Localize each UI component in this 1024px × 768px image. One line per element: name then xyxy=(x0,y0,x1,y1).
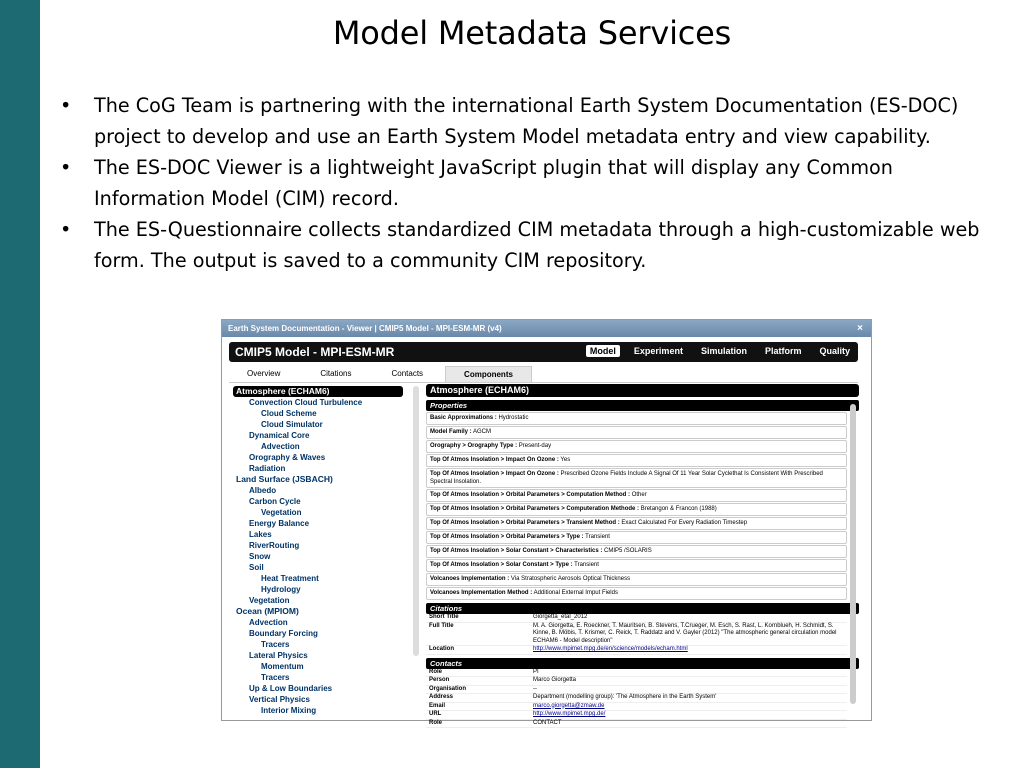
kv-key: Role xyxy=(429,668,443,675)
kv-link[interactable]: http://www.mpimet.mpg.de/en/science/models/echam.html xyxy=(533,646,688,652)
kv-key: Organisation xyxy=(429,685,467,692)
kv-row xyxy=(426,703,847,712)
section-header-citations: Citations xyxy=(426,603,859,614)
tree-item[interactable]: Cloud Simulator xyxy=(261,420,323,429)
model-header-bar xyxy=(229,342,858,362)
property-value: Transient xyxy=(574,562,599,568)
tree-item[interactable]: Hydrology xyxy=(261,585,301,594)
property-key: Top Of Atmos Insolation > Solar Constant > Characteristics : xyxy=(430,548,603,554)
property-value: Via Stratospheric Aerosols Optical Thickness xyxy=(510,576,631,582)
kv-key: Person xyxy=(429,677,450,683)
property-row xyxy=(426,503,847,516)
kv-link[interactable]: http://www.mpimet.mpg.de/ xyxy=(533,711,606,717)
property-row xyxy=(426,440,847,453)
kv-row xyxy=(426,720,847,729)
tree-item[interactable]: Orography & Waves xyxy=(249,453,326,462)
property-value: CMIP5 /SOLARIS xyxy=(604,548,652,554)
property-row xyxy=(426,412,847,425)
tree-item[interactable]: Vertical Physics xyxy=(249,695,310,704)
property-key: Top Of Atmos Insolation > Orbital Parameters > Transient Method : xyxy=(430,520,620,526)
property-value: Additional External Imput Fields xyxy=(533,590,618,596)
kv-value: M. A. Giorgetta, E. Roeckner, T. Mauritsen, B. Stevens, T.Crueger, M. Esch, S. Rast, L. Kornblueh, H. Schmidt, S. Kinne, B. Möbis, T. Krismer, C. Reick, T. Raddatz and V. Gayler (2012) "The atmospheric general circulation model ECHAM6 - Model description" xyxy=(533,622,837,644)
property-key: Volcanoes Implementation : xyxy=(430,576,510,582)
tree-item[interactable]: Boundary Forcing xyxy=(249,629,318,638)
kv-key: Location xyxy=(429,646,454,652)
tree-item[interactable]: Advection xyxy=(249,618,288,627)
property-key: Top Of Atmos Insolation > Impact On Ozone : xyxy=(430,457,559,463)
kv-row xyxy=(426,677,847,686)
model-name: CMIP5 Model - MPI-ESM-MR xyxy=(235,345,395,359)
section-header-properties: Properties xyxy=(426,400,859,411)
tree-item[interactable]: Radiation xyxy=(249,464,286,473)
bullet-list xyxy=(60,90,1010,276)
tree-item[interactable]: Tracers xyxy=(261,673,290,682)
kv-link[interactable]: marco.giorgetta@zmaw.de xyxy=(533,702,605,709)
property-row xyxy=(426,468,847,488)
property-key: Basic Approximations : xyxy=(430,415,497,421)
tree-item[interactable]: Ocean (MPIOM) xyxy=(236,606,299,616)
property-row xyxy=(426,573,847,586)
tree-item[interactable]: Heat Treatment xyxy=(261,574,319,583)
kv-key: Full Title xyxy=(429,622,454,629)
property-key: Top Of Atmos Insolation > Orbital Parameters > Computeration Methode : xyxy=(430,506,640,512)
kv-value: CONTACT xyxy=(533,719,562,726)
tab-model[interactable]: Model xyxy=(586,345,620,357)
property-row xyxy=(426,426,847,439)
kv-value: Giorgetta_etal_2012 xyxy=(533,614,588,620)
tree-item[interactable]: Land Surface (JSBACH) xyxy=(236,474,333,484)
property-value: Exact Calculated For Every Radiation Timestep xyxy=(621,520,748,526)
tab-quality[interactable]: Quality xyxy=(819,346,850,356)
kv-value: Marco Giorgetta xyxy=(533,677,577,683)
kv-value: -- xyxy=(533,685,537,692)
property-row xyxy=(426,489,847,502)
tree-item[interactable]: Interior Mixing xyxy=(261,706,317,715)
tree-item[interactable]: RiverRouting xyxy=(249,541,300,550)
viewer-window-title: Earth System Documentation - Viewer | CMIP5 Model - MPI-ESM-MR (v4) xyxy=(228,324,502,333)
slide-title: Model Metadata Services xyxy=(332,14,732,52)
kv-key: Short Title xyxy=(429,614,459,620)
property-value: Bretangon & Francon (1988) xyxy=(640,506,717,512)
tree-item[interactable]: Advection xyxy=(261,442,300,451)
property-value: Present-day xyxy=(518,443,552,449)
citations-list xyxy=(426,614,859,655)
kv-value: Department (modelling group): 'The Atmosphere in the Earth System' xyxy=(533,694,717,700)
kv-row xyxy=(426,694,847,703)
property-key: Top Of Atmos Insolation > Orbital Parameters > Computation Method : xyxy=(430,492,631,498)
detail-title: Atmosphere (ECHAM6) xyxy=(426,384,859,397)
top-tabs xyxy=(586,345,854,357)
property-row xyxy=(426,517,847,530)
tree-item[interactable]: Soil xyxy=(249,563,264,572)
kv-key: Address xyxy=(429,694,454,700)
component-detail-panel xyxy=(426,384,859,726)
kv-key: Email xyxy=(429,702,446,709)
property-value: Yes xyxy=(560,457,571,463)
tree-item[interactable]: Convection Cloud Turbulence xyxy=(249,398,363,407)
tree-scrollbar[interactable] xyxy=(413,386,419,656)
tree-item[interactable]: Up & Low Boundaries xyxy=(249,684,333,693)
tree-item[interactable]: Atmosphere (ECHAM6) xyxy=(233,386,403,397)
property-row xyxy=(426,454,847,467)
close-icon[interactable]: × xyxy=(857,323,863,334)
kv-value: PI xyxy=(533,668,539,675)
kv-key: URL xyxy=(429,711,442,717)
property-value: Other xyxy=(631,492,647,498)
property-value: Hydrostatic xyxy=(498,415,529,421)
tab-components[interactable]: Components xyxy=(445,366,532,382)
viewer-title-bar xyxy=(222,320,871,337)
bullet-item: • The ES-Questionnaire collects standardized CIM metadata through a high-customizable web form. The output is saved to a community CIM repository. xyxy=(60,214,1010,276)
kv-row xyxy=(426,623,847,647)
detail-scrollbar[interactable] xyxy=(850,404,856,704)
kv-row xyxy=(426,711,847,720)
property-key: Model Family : xyxy=(430,429,472,435)
tab-overview[interactable]: Overview xyxy=(247,369,281,378)
tree-item[interactable]: Vegetation xyxy=(249,596,290,605)
contacts-list xyxy=(426,669,859,729)
tree-item[interactable]: Energy Balance xyxy=(249,519,310,528)
sub-tabs xyxy=(229,366,858,383)
property-key: Top Of Atmos Insolation > Impact On Ozone : xyxy=(430,471,559,477)
tree-item[interactable]: Momentum xyxy=(261,662,304,671)
tab-simulation[interactable]: Simulation xyxy=(700,346,747,356)
tree-item[interactable]: Dynamical Core xyxy=(249,431,310,440)
tab-platform[interactable]: Platform xyxy=(764,346,802,356)
kv-key: Role xyxy=(429,719,443,726)
property-key: Volcanoes Implementation Method : xyxy=(430,590,533,596)
tree-item[interactable]: Tracers xyxy=(261,640,290,649)
tree-item[interactable]: Albedo xyxy=(249,486,277,495)
bullet-item: • The CoG Team is partnering with the international Earth System Documentation (ES-DOC) project to develop and use an Earth System Model metadata entry and view capability. xyxy=(60,90,1010,152)
tree-item[interactable]: Vegetation xyxy=(261,508,302,517)
tree-item[interactable]: Snow xyxy=(249,552,271,561)
tree-item[interactable]: Lateral Physics xyxy=(249,651,308,660)
slide-side-bar xyxy=(0,0,40,768)
property-row xyxy=(426,531,847,544)
property-row xyxy=(426,545,847,558)
tab-contacts[interactable]: Contacts xyxy=(391,369,424,378)
property-value: Prescribed Ozone Fields Include A Signal Of 11 Year Solar Cyclethat Is Consistent With Prescribed Spectral Insolation. xyxy=(430,471,823,485)
kv-row xyxy=(426,646,847,655)
tree-item[interactable]: Cloud Scheme xyxy=(261,409,317,418)
tree-item[interactable]: Lakes xyxy=(249,530,272,539)
property-key: Orography > Orography Type : xyxy=(430,443,518,449)
properties-list xyxy=(426,412,859,600)
kv-row xyxy=(426,669,847,678)
property-row xyxy=(426,587,847,600)
esdoc-viewer-window xyxy=(221,319,872,726)
property-key: Top Of Atmos Insolation > Solar Constant > Type : xyxy=(430,562,573,568)
property-row xyxy=(426,559,847,572)
property-key: Top Of Atmos Insolation > Orbital Parameters > Type : xyxy=(430,534,584,540)
tab-experiment[interactable]: Experiment xyxy=(633,346,683,356)
kv-row xyxy=(426,614,847,623)
tree-item[interactable]: Carbon Cycle xyxy=(249,497,301,506)
property-value: AGCM xyxy=(473,429,492,435)
property-value: Transient xyxy=(585,534,610,540)
kv-row xyxy=(426,686,847,695)
tab-citations[interactable]: Citations xyxy=(320,369,352,378)
component-tree xyxy=(233,386,413,722)
bullet-item: • The ES-DOC Viewer is a lightweight JavaScript plugin that will display any Common Information Model (CIM) record. xyxy=(60,152,1010,214)
section-header-contacts: Contacts xyxy=(426,658,859,669)
